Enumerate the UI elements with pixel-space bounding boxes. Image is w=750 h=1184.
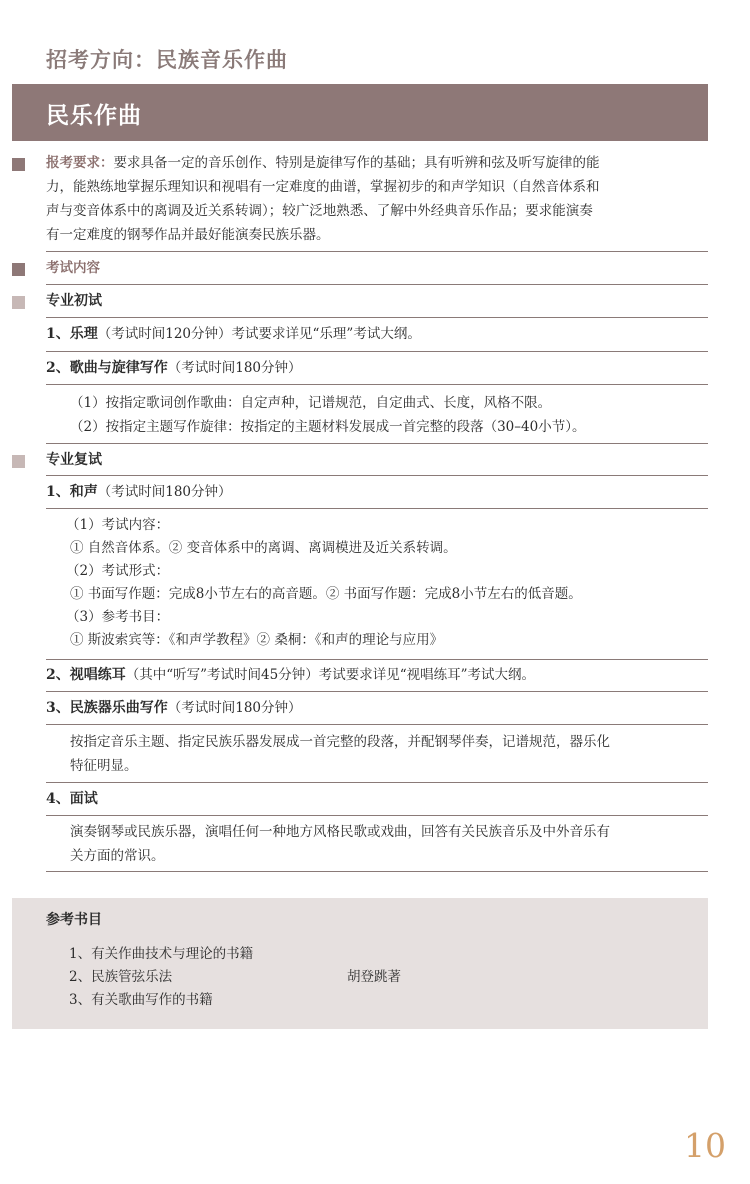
requirements-line-4: 有一定难度的钢琴作品并最好能演奏民族乐器。 [46,227,330,243]
divider [46,251,708,252]
retest-item-3: 3、民族器乐曲写作（考试时间180分钟） [46,700,302,716]
retest-item-2: 2、视唱练耳（其中“听写”考试时间45分钟）考试要求详见“视唱练耳”考试大纲。 [46,667,536,683]
divider [46,782,708,783]
retest-item-1-line-4: ① 书面写作题：完成8小节左右的高音题。② 书面写作题：完成8小节左右的低音题。 [70,586,582,602]
divider [46,871,708,872]
bullet-square-icon [12,296,25,309]
bullet-square-icon [12,263,25,276]
divider [46,724,708,725]
retest-item-1-line-5: （3）参考书目： [66,609,170,625]
retest-item-4-line-1: 演奏钢琴或民族乐器，演唱任何一种地方风格民歌或戏曲，回答有关民族音乐及中外音乐有 [70,824,610,840]
section-banner [12,84,708,141]
retest-item-3-line-1: 按指定音乐主题、指定民族乐器发展成一首完整的段落，并配钢琴伴奏，记谱规范，器乐化 [70,734,610,750]
divider [46,815,708,816]
divider [46,659,708,660]
preliminary-item-2-line-2: （2）按指定主题写作旋律：按指定的主题材料发展成一首完整的段落（30–40小节）。 [70,419,586,435]
retest-item-4: 4、面试 [46,791,98,807]
divider [46,317,708,318]
requirements-line-2: 力，能熟练地掌握乐理知识和视唱有一定难度的曲谱，掌握初步的和声学知识（自然音体系和 [46,179,600,195]
references-title: 参考书目 [46,912,102,928]
divider [46,691,708,692]
page-number: 10 [684,1126,726,1165]
retest-item-4-line-2: 关方面的常识。 [70,848,165,864]
exam-content-label: 考试内容 [46,260,100,276]
retest-item-1-line-6: ① 斯波索宾等：《和声学教程》② 桑桐：《和声的理论与应用》 [70,632,444,648]
banner-title: 民乐作曲 [46,102,142,129]
bullet-square-icon [12,158,25,171]
retest-item-1-line-1: （1）考试内容： [66,517,170,533]
retest-title: 专业复试 [46,452,102,468]
exam-direction-title: 招考方向：民族音乐作曲 [46,47,288,72]
preliminary-item-1: 1、乐理（考试时间120分钟）考试要求详见“乐理”考试大纲。 [46,326,421,342]
divider [46,475,708,476]
requirements-label: 报考要求： [46,155,114,171]
retest-item-1: 1、和声（考试时间180分钟） [46,484,232,500]
retest-item-1-line-3: （2）考试形式： [66,563,170,579]
requirements-line-1: 报考要求：要求具备一定的音乐创作、特别是旋律写作的基础；具有听辨和弦及听写旋律的能 [46,155,600,171]
references-box [12,898,708,1029]
preliminary-item-2: 2、歌曲与旋律写作（考试时间180分钟） [46,360,302,376]
retest-item-3-line-2: 特征明显。 [70,758,138,774]
divider [46,351,708,352]
bullet-square-icon [12,455,25,468]
preliminary-item-2-line-1: （1）按指定歌词创作歌曲：自定声种，记谱规范，自定曲式、长度，风格不限。 [70,395,552,411]
divider [46,284,708,285]
reference-item-1: 1、有关作曲技术与理论的书籍 [69,946,254,962]
preliminary-title: 专业初试 [46,293,102,309]
divider [46,384,708,385]
reference-item-3: 3、有关歌曲写作的书籍 [69,992,213,1008]
reference-item-2: 2、民族管弦乐法 [69,969,173,985]
divider [46,508,708,509]
divider [46,443,708,444]
retest-item-1-line-2: ① 自然音体系。② 变音体系中的离调、离调模进及近关系转调。 [70,540,457,556]
reference-item-2-author: 胡登跳著 [347,969,401,985]
requirements-line-3: 声与变音体系中的离调及近关系转调）；较广泛地熟悉、了解中外经典音乐作品；要求能演奏 [46,203,593,219]
